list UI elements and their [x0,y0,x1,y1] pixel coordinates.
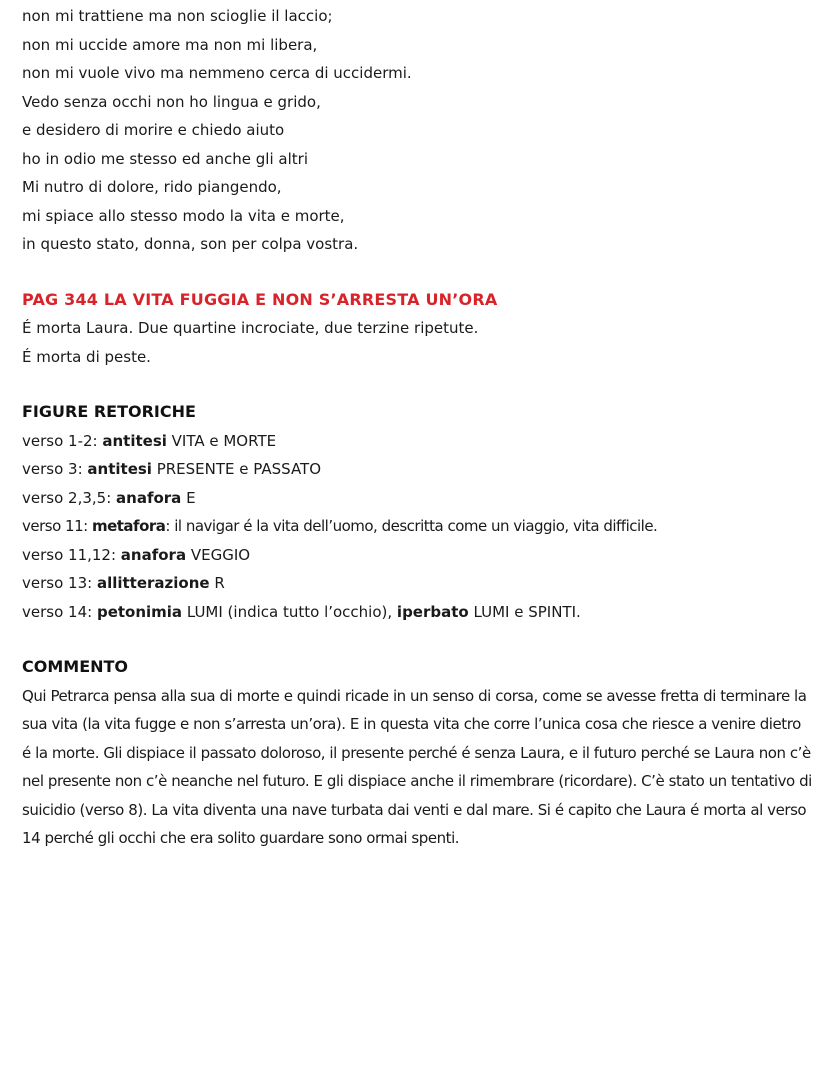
comment-paragraph: Qui Petrarca pensa alla sua di morte e quindi ricade in un senso di corsa, come se avesse fretta di terminare la sua vita (la vita fugge e non s’arresta un’ora). E in questa vita che corre l’unica cosa che riesce a venire dietro é la morte. Gli dispiace il passato doloroso, il presente perché é senza Laura, e il futuro perché se Laura non c’è nel presente non c’è neanche nel futuro. E gli dispiace anche il rimembrare (ricordare). C’è stato un tentativo di suicidio (verso 8). La vita diventa una nave turbata dai venti e dal mare. Si é capito che Laura é morta al verso 14 perché gli occhi che era solito guardare sono ormai spenti. [22,686,812,847]
figure-detail: R [209,574,225,592]
figure-item [22,455,812,484]
poem-block [22,2,812,259]
figure-term: allitterazione [96,574,210,592]
figure-detail: VEGGIO [186,545,251,564]
figure-verse: verso 1-2: [22,431,103,450]
figure-item [22,484,812,513]
poem-line: mi spiace allo stesso modo la vita e morte, [22,206,345,225]
figure-detail: VITA e MORTE [166,431,277,450]
figure-detail: E [181,488,196,507]
figure-term: antitesi [87,460,152,478]
comment-heading: COMMENTO [22,657,129,676]
poem-line: non mi uccide amore ma non mi libera, [22,35,318,54]
figure-verse: verso 11,12: [22,545,121,564]
poem-line: e desidero di morire e chiedo aiuto [22,121,285,139]
figure-heading: FIGURE RETORICHE [22,402,196,421]
figure-detail: PRESENTE e PASSATO [151,460,322,478]
figure-item [22,512,812,541]
figure-item [22,541,812,570]
poem-line: non mi trattiene ma non scioglie il laccio; [22,7,333,25]
figure-term: antitesi [102,431,167,450]
poem-line: in questo stato, donna, son per colpa vostra. [22,235,359,253]
figure-item [22,598,812,627]
figure-detail: LUMI (indica tutto l’occhio), [182,602,397,621]
intro-line: É morta di peste. [22,347,151,366]
figure-term: iperbato [396,602,469,621]
spacer [22,626,812,653]
figure-term: anafora [120,545,187,564]
figure-verse: verso 11: [22,517,92,535]
section-title: PAG 344 LA VITA FUGGIA E NON S’ARRESTA UN’ORA [22,289,498,309]
figure-detail: : il navigar é la vita dell’uomo, descritta come un viaggio, vita difficile. [165,517,658,535]
document-page [22,2,812,853]
figure-verse: verso 14: [22,602,97,621]
figure-item [22,569,812,598]
figure-verse: verso 2,3,5: [22,488,117,507]
spacer [22,371,812,398]
figure-detail: LUMI e SPINTI. [468,602,581,621]
figure-item [22,427,812,456]
figure-verse: verso 13: [22,574,97,592]
poem-line: non mi vuole vivo ma nemmeno cerca di uccidermi. [22,64,412,82]
spacer [22,259,812,286]
figure-list [22,427,812,627]
poem-line: Vedo senza occhi non ho lingua e grido, [22,92,321,111]
figure-term: petonimia [96,602,183,621]
poem-line: ho in odio me stesso ed anche gli altri [22,149,308,168]
figure-verse: verso 3: [22,460,88,478]
intro-line: É morta Laura. Due quartine incrociate, due terzine ripetute. [22,319,479,337]
poem-line: Mi nutro di dolore, rido piangendo, [22,178,282,196]
figure-term: metafora [91,517,166,535]
figure-term: anafora [116,488,182,507]
